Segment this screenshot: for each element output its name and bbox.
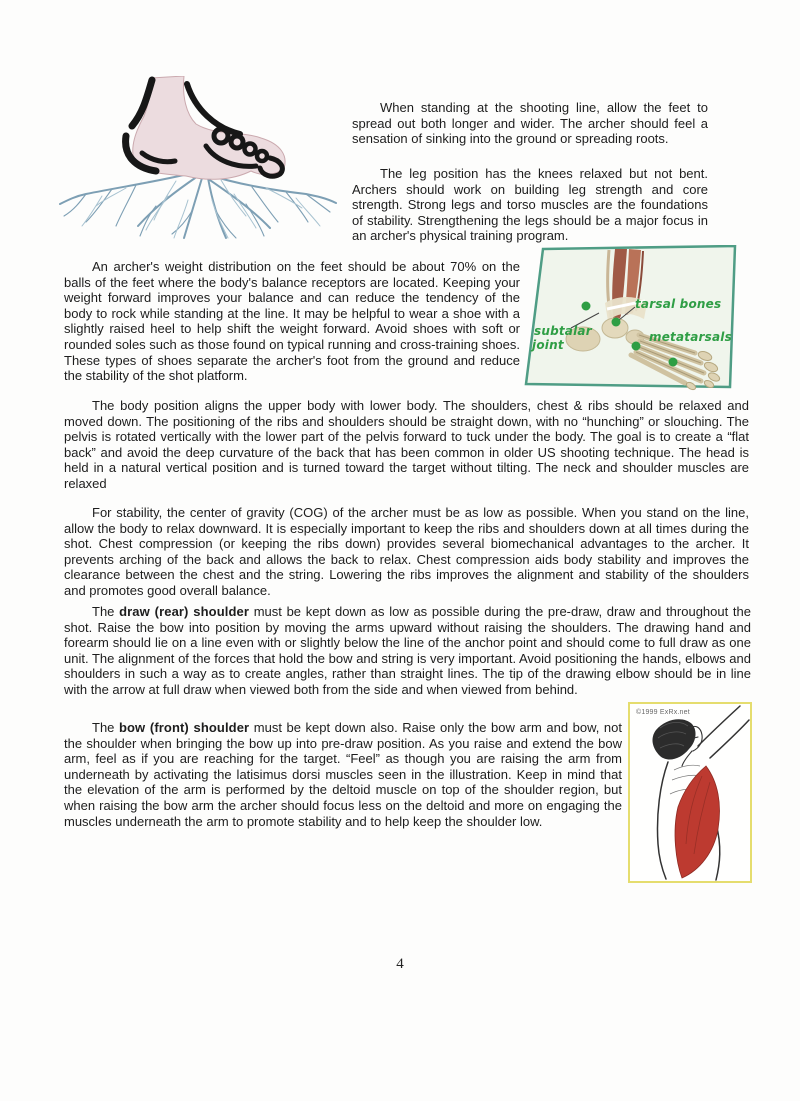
lat-muscle-illustration	[630, 704, 750, 881]
bow-shoulder-bold: bow (front) shoulder	[118, 720, 250, 735]
label-metatarsals: metatarsals	[649, 330, 732, 344]
foot-anatomy-figure	[523, 245, 739, 392]
paragraph-leg-position: The leg position has the knees relaxed but not bent. Archers should work on building leg strength and core strength. Strong legs and torso muscles are the foundations of stability. Strengthening the legs should be a major focus in an archer's physical training program.	[352, 166, 708, 244]
paragraph-stability-cog: For stability, the center of gravity (COG) of the archer must be as low as possible. When you stand on the line, allow the body to relax downward. It is especially important to keep the ribs and shoulders down at all times during the shot. Chest compression (or keeping the ribs down) provides several biomechanical advantages to the archer. It prevents arching of the back and allows the back to relax. Chest compression aids body stability and improves the clearance between the chest and the string. Lowering the ribs improves the alignment and stability of the shoulders and promotes good overall balance.	[64, 505, 749, 598]
label-tarsal-bones: tarsal bones	[635, 297, 722, 311]
page-number: 4	[396, 956, 404, 972]
bow-shoulder-rest: must be kept down also. Raise only the bow arm and bow, not the shoulder when bringing the bow up into pre-draw position. As you raise and extend the bow arm, feel as if you are reaching for the target. “Feel” as though you are raising the arm from underneath by activating the latisimus dorsi muscles seen in the illustration. Keep in mind that the elevation of the arm is performed by the deltoid muscle on top of the shoulder region, but when raising the bow arm the archer should focus less on the deltoid and more on engaging the muscles underneath the arm to promote stability and to help keep the shoulder low.	[64, 720, 622, 829]
bow-shoulder-lead: The	[92, 720, 119, 735]
paragraph-body-position: The body position aligns the upper body with lower body. The shoulders, chest & ribs should be relaxed and moved down. The positioning of the ribs and shoulders should be straight down, with no “hunching” or slouching. The pelvis is rotated vertically with the lower part of the pelvis forward to tuck under the body. The goal is to create a “flat back” and avoid the deep curvature of the back that has been common in older US shooting technique. The head is held in a natural vertical position and is turned toward the target without tilting. The neck and shoulder muscles are relaxed	[64, 398, 749, 491]
copyright-text: ©1999 ExRx.net	[636, 709, 690, 716]
foot-roots-illustration	[56, 76, 340, 246]
paragraph-weight-distribution: An archer's weight distribution on the feet should be about 70% on the balls of the feet where the body's balance receptors are located. Keeping your weight forward improves your balance and can reduce the tendency of the body to rock while standing at the line. It may be helpful to wear a shoe with a slightly raised heel to help shift the weight forward. Avoid shoes with soft or rounded soles such as those found on typical running and cross-training shoes. These types of shoes separate the archer's foot from the ground and reduce the stability of the shot platform.	[64, 259, 521, 384]
paragraph-draw-shoulder	[64, 604, 751, 698]
paragraph-standing: When standing at the shooting line, allow the feet to spread out both longer and wider. The archer should feel a sensation of sinking into the ground or spreading roots.	[352, 100, 708, 147]
draw-shoulder-bold: draw (rear) shoulder	[119, 604, 249, 619]
label-subtalar: subtalar	[534, 324, 592, 338]
foot-anatomy-illustration	[523, 245, 739, 392]
draw-shoulder-lead: The	[92, 604, 120, 619]
draw-shoulder-rest: must be kept down as low as possible during the pre-draw, draw and throughout the shot. Raise the bow into position by moving the arms upward without raising the shoulders. The drawing hand and forearm should lie on a line even with or slightly below the line of the anchor point and should come to full draw as one unit. The alignment of the forces that hold the bow and string is very important. Avoid positioning the hands, elbows and shoulders in such a way as to create angles, rather than straight lines. The tip of the drawing elbow should be in line with the arrow at full draw when viewed both from the side and when viewed from behind.	[64, 604, 752, 697]
label-subtalar-joint: joint	[532, 338, 564, 352]
lat-muscle-figure	[628, 702, 752, 883]
paragraph-bow-shoulder	[64, 720, 622, 829]
